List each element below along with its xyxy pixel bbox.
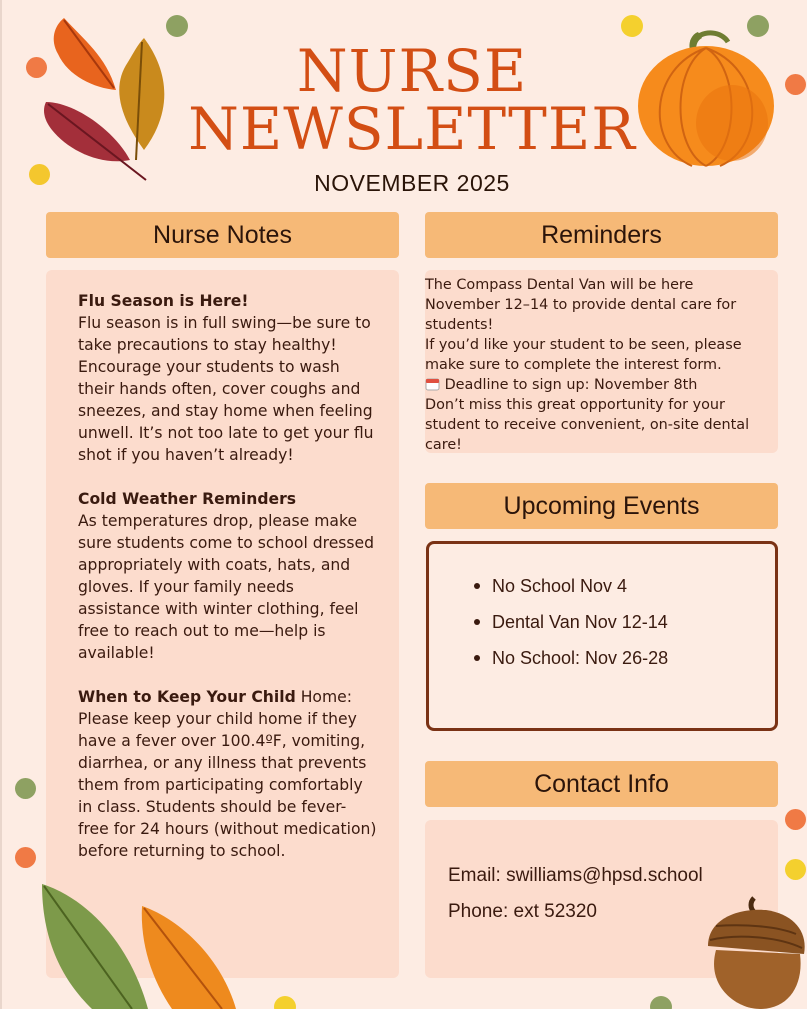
decor-dot xyxy=(26,57,47,78)
reminder-deadline: Deadline to sign up: November 8th xyxy=(444,377,698,393)
acorn-icon xyxy=(696,896,807,1009)
cold-section xyxy=(78,488,377,664)
events-list xyxy=(474,568,775,676)
reminder-deadline-row xyxy=(425,375,770,395)
keep-home-title-rest: Home: xyxy=(295,688,353,706)
keep-home-title: When to Keep Your Child xyxy=(78,688,296,706)
pumpkin-icon xyxy=(632,28,782,173)
autumn-leaves-icon xyxy=(24,10,184,190)
contact-phone: Phone: ext 52320 xyxy=(448,901,597,922)
cold-body: As temperatures drop, please make sure students come to school dressed appropriately with coats, hats, and gloves. If your family needs assistance with winter clothing, feel free to reach out to me—help is available! xyxy=(78,512,375,662)
nurse-notes-heading: Nurse Notes xyxy=(46,212,399,258)
keep-home-body: Please keep your child home if they have a fever over 100.4ºF, vomiting, diarrhea, or any illness that prevents them from participating comfortably in class. Students should be fever-free for 24 hours (without medication) before returning to school. xyxy=(78,710,377,860)
reminders-panel xyxy=(425,270,778,453)
reminders-heading: Reminders xyxy=(425,212,778,258)
flu-body: Flu season is in full swing—be sure to take precautions to stay healthy! Encourage your students to wash their hands often, cover coughs and sneezes, and stay home when feeling unwell. It’s not too late to get your flu shot if you haven’t already! xyxy=(78,314,374,464)
upcoming-events-box xyxy=(426,541,778,731)
decor-dot xyxy=(29,164,50,185)
event-item: Dental Van Nov 12-14 xyxy=(474,604,775,640)
keep-home-section xyxy=(78,686,377,862)
decor-dot xyxy=(15,847,36,868)
event-item: No School: Nov 26-28 xyxy=(474,640,775,676)
contact-email: Email: swilliams@hpsd.school xyxy=(448,865,703,886)
reminder-line-3: Don’t miss this great opportunity for your student to receive convenient, on-site dental care! xyxy=(425,397,750,453)
decor-dot xyxy=(274,996,296,1009)
decor-dot xyxy=(785,859,806,880)
decor-dot xyxy=(747,15,769,37)
cold-title: Cold Weather Reminders xyxy=(78,490,297,508)
event-item: No School Nov 4 xyxy=(474,568,775,604)
flu-section xyxy=(78,290,377,466)
newsletter-date: NOVEMBER 2025 xyxy=(314,170,510,196)
decor-dot xyxy=(785,74,806,95)
decor-dot xyxy=(166,15,188,37)
flu-title: Flu Season is Here! xyxy=(78,292,249,310)
nurse-notes-panel xyxy=(46,270,399,978)
decor-dot xyxy=(15,778,36,799)
reminder-line-2: If you’d like your student to be seen, please make sure to complete the interest form. xyxy=(425,337,742,373)
decor-dot xyxy=(650,996,672,1009)
decor-dot xyxy=(785,809,806,830)
reminder-line-1: The Compass Dental Van will be here November 12–14 to provide dental care for students! xyxy=(425,277,737,333)
bottom-leaves-icon xyxy=(32,880,252,1009)
newsletter-title-line1: NURSE xyxy=(296,37,528,105)
calendar-icon xyxy=(425,377,440,391)
newsletter-title-line2: NEWSLETTER xyxy=(188,95,636,163)
contact-info-heading: Contact Info xyxy=(425,761,778,807)
upcoming-events-heading: Upcoming Events xyxy=(425,483,778,529)
decor-dot xyxy=(621,15,643,37)
